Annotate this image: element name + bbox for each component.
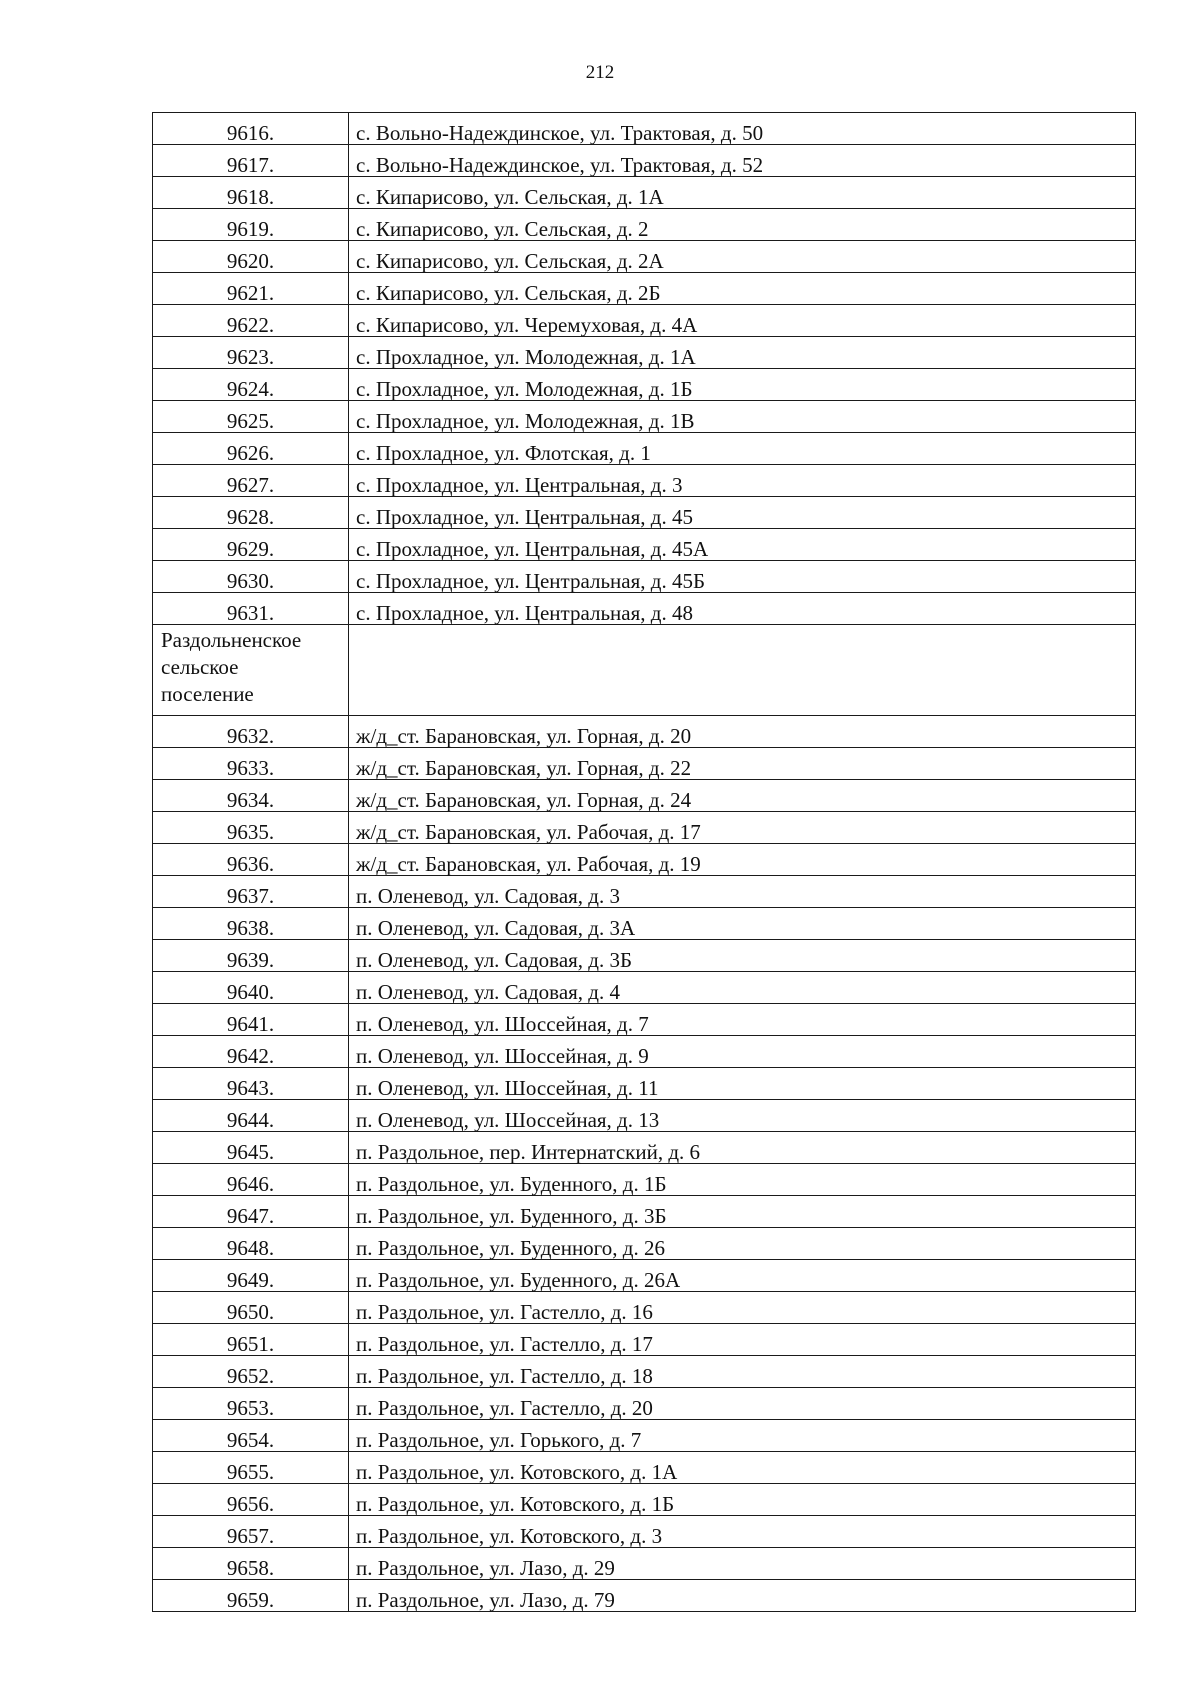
address-cell: п. Раздольное, ул. Буденного, д. 1Б bbox=[349, 1164, 1136, 1196]
row-number-cell: 9621. bbox=[153, 273, 349, 305]
table-row bbox=[153, 401, 1136, 433]
table-row bbox=[153, 561, 1136, 593]
row-number-cell: 9632. bbox=[153, 716, 349, 748]
address-cell: п. Раздольное, ул. Буденного, д. 26 bbox=[349, 1228, 1136, 1260]
table-row bbox=[153, 177, 1136, 209]
table-row bbox=[153, 972, 1136, 1004]
row-number-cell: 9630. bbox=[153, 561, 349, 593]
table-row bbox=[153, 844, 1136, 876]
address-cell: п. Раздольное, ул. Буденного, д. 26А bbox=[349, 1260, 1136, 1292]
row-number-cell: 9631. bbox=[153, 593, 349, 625]
row-number-cell: 9633. bbox=[153, 748, 349, 780]
address-cell: п. Раздольное, пер. Интернатский, д. 6 bbox=[349, 1132, 1136, 1164]
table-row bbox=[153, 497, 1136, 529]
table-row bbox=[153, 908, 1136, 940]
table-row bbox=[153, 369, 1136, 401]
table-row bbox=[153, 1004, 1136, 1036]
row-number-cell: 9616. bbox=[153, 113, 349, 145]
row-number-cell: 9619. bbox=[153, 209, 349, 241]
table-row bbox=[153, 716, 1136, 748]
table-row bbox=[153, 812, 1136, 844]
table-row bbox=[153, 1260, 1136, 1292]
section-row bbox=[153, 625, 1136, 716]
address-cell: п. Раздольное, ул. Горького, д. 7 bbox=[349, 1420, 1136, 1452]
table-row bbox=[153, 940, 1136, 972]
address-cell: с. Кипарисово, ул. Сельская, д. 1А bbox=[349, 177, 1136, 209]
address-cell: п. Оленевод, ул. Садовая, д. 4 bbox=[349, 972, 1136, 1004]
row-number-cell: 9635. bbox=[153, 812, 349, 844]
row-number-cell: 9634. bbox=[153, 780, 349, 812]
table-row bbox=[153, 241, 1136, 273]
table-row bbox=[153, 1452, 1136, 1484]
address-cell: ж/д_ст. Барановская, ул. Горная, д. 24 bbox=[349, 780, 1136, 812]
section-empty-cell bbox=[349, 625, 1136, 716]
row-number-cell: 9617. bbox=[153, 145, 349, 177]
table-row bbox=[153, 433, 1136, 465]
address-cell: с. Прохладное, ул. Центральная, д. 3 bbox=[349, 465, 1136, 497]
table-row bbox=[153, 1228, 1136, 1260]
section-label-cell bbox=[153, 625, 349, 716]
address-cell: с. Прохладное, ул. Флотская, д. 1 bbox=[349, 433, 1136, 465]
table-row bbox=[153, 465, 1136, 497]
table-row bbox=[153, 1164, 1136, 1196]
address-cell: п. Раздольное, ул. Буденного, д. 3Б bbox=[349, 1196, 1136, 1228]
row-number-cell: 9636. bbox=[153, 844, 349, 876]
row-number-cell: 9644. bbox=[153, 1100, 349, 1132]
table-row bbox=[153, 1420, 1136, 1452]
page-number: 212 bbox=[585, 62, 615, 83]
row-number-cell: 9653. bbox=[153, 1388, 349, 1420]
address-cell: с. Кипарисово, ул. Сельская, д. 2 bbox=[349, 209, 1136, 241]
row-number-cell: 9643. bbox=[153, 1068, 349, 1100]
row-number-cell: 9648. bbox=[153, 1228, 349, 1260]
table-row bbox=[153, 1548, 1136, 1580]
address-cell: п. Оленевод, ул. Садовая, д. 3А bbox=[349, 908, 1136, 940]
address-cell: с. Прохладное, ул. Центральная, д. 45Б bbox=[349, 561, 1136, 593]
row-number-cell: 9659. bbox=[153, 1580, 349, 1612]
address-cell: с. Прохладное, ул. Центральная, д. 45 bbox=[349, 497, 1136, 529]
row-number-cell: 9640. bbox=[153, 972, 349, 1004]
address-cell: с. Прохладное, ул. Молодежная, д. 1А bbox=[349, 337, 1136, 369]
address-cell: п. Раздольное, ул. Лазо, д. 29 bbox=[349, 1548, 1136, 1580]
table-row bbox=[153, 748, 1136, 780]
row-number-cell: 9645. bbox=[153, 1132, 349, 1164]
row-number-cell: 9650. bbox=[153, 1292, 349, 1324]
table-row bbox=[153, 1068, 1136, 1100]
address-cell: п. Раздольное, ул. Лазо, д. 79 bbox=[349, 1580, 1136, 1612]
row-number-cell: 9638. bbox=[153, 908, 349, 940]
row-number-cell: 9624. bbox=[153, 369, 349, 401]
address-cell: п. Раздольное, ул. Гастелло, д. 18 bbox=[349, 1356, 1136, 1388]
table-body-part-a bbox=[153, 113, 1136, 625]
address-table bbox=[152, 112, 1136, 1612]
table-row bbox=[153, 1484, 1136, 1516]
address-cell: с. Прохладное, ул. Молодежная, д. 1В bbox=[349, 401, 1136, 433]
address-cell: п. Раздольное, ул. Котовского, д. 1Б bbox=[349, 1484, 1136, 1516]
address-cell: п. Раздольное, ул. Гастелло, д. 16 bbox=[349, 1292, 1136, 1324]
row-number-cell: 9629. bbox=[153, 529, 349, 561]
row-number-cell: 9657. bbox=[153, 1516, 349, 1548]
row-number-cell: 9625. bbox=[153, 401, 349, 433]
table-row bbox=[153, 273, 1136, 305]
address-cell: ж/д_ст. Барановская, ул. Горная, д. 22 bbox=[349, 748, 1136, 780]
row-number-cell: 9656. bbox=[153, 1484, 349, 1516]
section-label: Раздольненское сельское поселение bbox=[161, 628, 302, 706]
table-row bbox=[153, 1100, 1136, 1132]
address-cell: с. Вольно-Надеждинское, ул. Трактовая, д. 52 bbox=[349, 145, 1136, 177]
table-body-part-b bbox=[153, 716, 1136, 1612]
address-cell: п. Раздольное, ул. Гастелло, д. 20 bbox=[349, 1388, 1136, 1420]
table-row bbox=[153, 1324, 1136, 1356]
table-row bbox=[153, 1580, 1136, 1612]
row-number-cell: 9618. bbox=[153, 177, 349, 209]
table-row bbox=[153, 1292, 1136, 1324]
address-cell: п. Оленевод, ул. Садовая, д. 3 bbox=[349, 876, 1136, 908]
table-row bbox=[153, 1356, 1136, 1388]
row-number-cell: 9646. bbox=[153, 1164, 349, 1196]
table-row bbox=[153, 209, 1136, 241]
row-number-cell: 9658. bbox=[153, 1548, 349, 1580]
row-number-cell: 9627. bbox=[153, 465, 349, 497]
address-cell: с. Прохладное, ул. Центральная, д. 45А bbox=[349, 529, 1136, 561]
row-number-cell: 9626. bbox=[153, 433, 349, 465]
row-number-cell: 9652. bbox=[153, 1356, 349, 1388]
row-number-cell: 9654. bbox=[153, 1420, 349, 1452]
table-row bbox=[153, 145, 1136, 177]
row-number-cell: 9620. bbox=[153, 241, 349, 273]
table-row bbox=[153, 337, 1136, 369]
row-number-cell: 9642. bbox=[153, 1036, 349, 1068]
row-number-cell: 9655. bbox=[153, 1452, 349, 1484]
address-cell: с. Прохладное, ул. Центральная, д. 48 bbox=[349, 593, 1136, 625]
row-number-cell: 9628. bbox=[153, 497, 349, 529]
table-row bbox=[153, 876, 1136, 908]
address-cell: п. Оленевод, ул. Шоссейная, д. 9 bbox=[349, 1036, 1136, 1068]
row-number-cell: 9649. bbox=[153, 1260, 349, 1292]
address-cell: п. Оленевод, ул. Садовая, д. 3Б bbox=[349, 940, 1136, 972]
table-row bbox=[153, 1388, 1136, 1420]
table-row bbox=[153, 593, 1136, 625]
row-number-cell: 9623. bbox=[153, 337, 349, 369]
address-cell: ж/д_ст. Барановская, ул. Горная, д. 20 bbox=[349, 716, 1136, 748]
address-cell: с. Кипарисово, ул. Черемуховая, д. 4А bbox=[349, 305, 1136, 337]
section-header bbox=[153, 625, 1136, 716]
table-row bbox=[153, 780, 1136, 812]
row-number-cell: 9637. bbox=[153, 876, 349, 908]
table-row bbox=[153, 1196, 1136, 1228]
row-number-cell: 9641. bbox=[153, 1004, 349, 1036]
table-row bbox=[153, 113, 1136, 145]
table-row bbox=[153, 529, 1136, 561]
address-cell: с. Прохладное, ул. Молодежная, д. 1Б bbox=[349, 369, 1136, 401]
row-number-cell: 9651. bbox=[153, 1324, 349, 1356]
address-cell: п. Раздольное, ул. Котовского, д. 3 bbox=[349, 1516, 1136, 1548]
address-cell: с. Вольно-Надеждинское, ул. Трактовая, д. 50 bbox=[349, 113, 1136, 145]
address-cell: ж/д_ст. Барановская, ул. Рабочая, д. 17 bbox=[349, 812, 1136, 844]
address-cell: п. Раздольное, ул. Котовского, д. 1А bbox=[349, 1452, 1136, 1484]
row-number-cell: 9639. bbox=[153, 940, 349, 972]
table-row bbox=[153, 1132, 1136, 1164]
table-row bbox=[153, 1036, 1136, 1068]
row-number-cell: 9622. bbox=[153, 305, 349, 337]
row-number-cell: 9647. bbox=[153, 1196, 349, 1228]
address-cell: с. Кипарисово, ул. Сельская, д. 2А bbox=[349, 241, 1136, 273]
address-cell: ж/д_ст. Барановская, ул. Рабочая, д. 19 bbox=[349, 844, 1136, 876]
address-cell: с. Кипарисово, ул. Сельская, д. 2Б bbox=[349, 273, 1136, 305]
address-cell: п. Оленевод, ул. Шоссейная, д. 13 bbox=[349, 1100, 1136, 1132]
table-row bbox=[153, 305, 1136, 337]
table-row bbox=[153, 1516, 1136, 1548]
address-cell: п. Оленевод, ул. Шоссейная, д. 11 bbox=[349, 1068, 1136, 1100]
address-cell: п. Раздольное, ул. Гастелло, д. 17 bbox=[349, 1324, 1136, 1356]
address-cell: п. Оленевод, ул. Шоссейная, д. 7 bbox=[349, 1004, 1136, 1036]
